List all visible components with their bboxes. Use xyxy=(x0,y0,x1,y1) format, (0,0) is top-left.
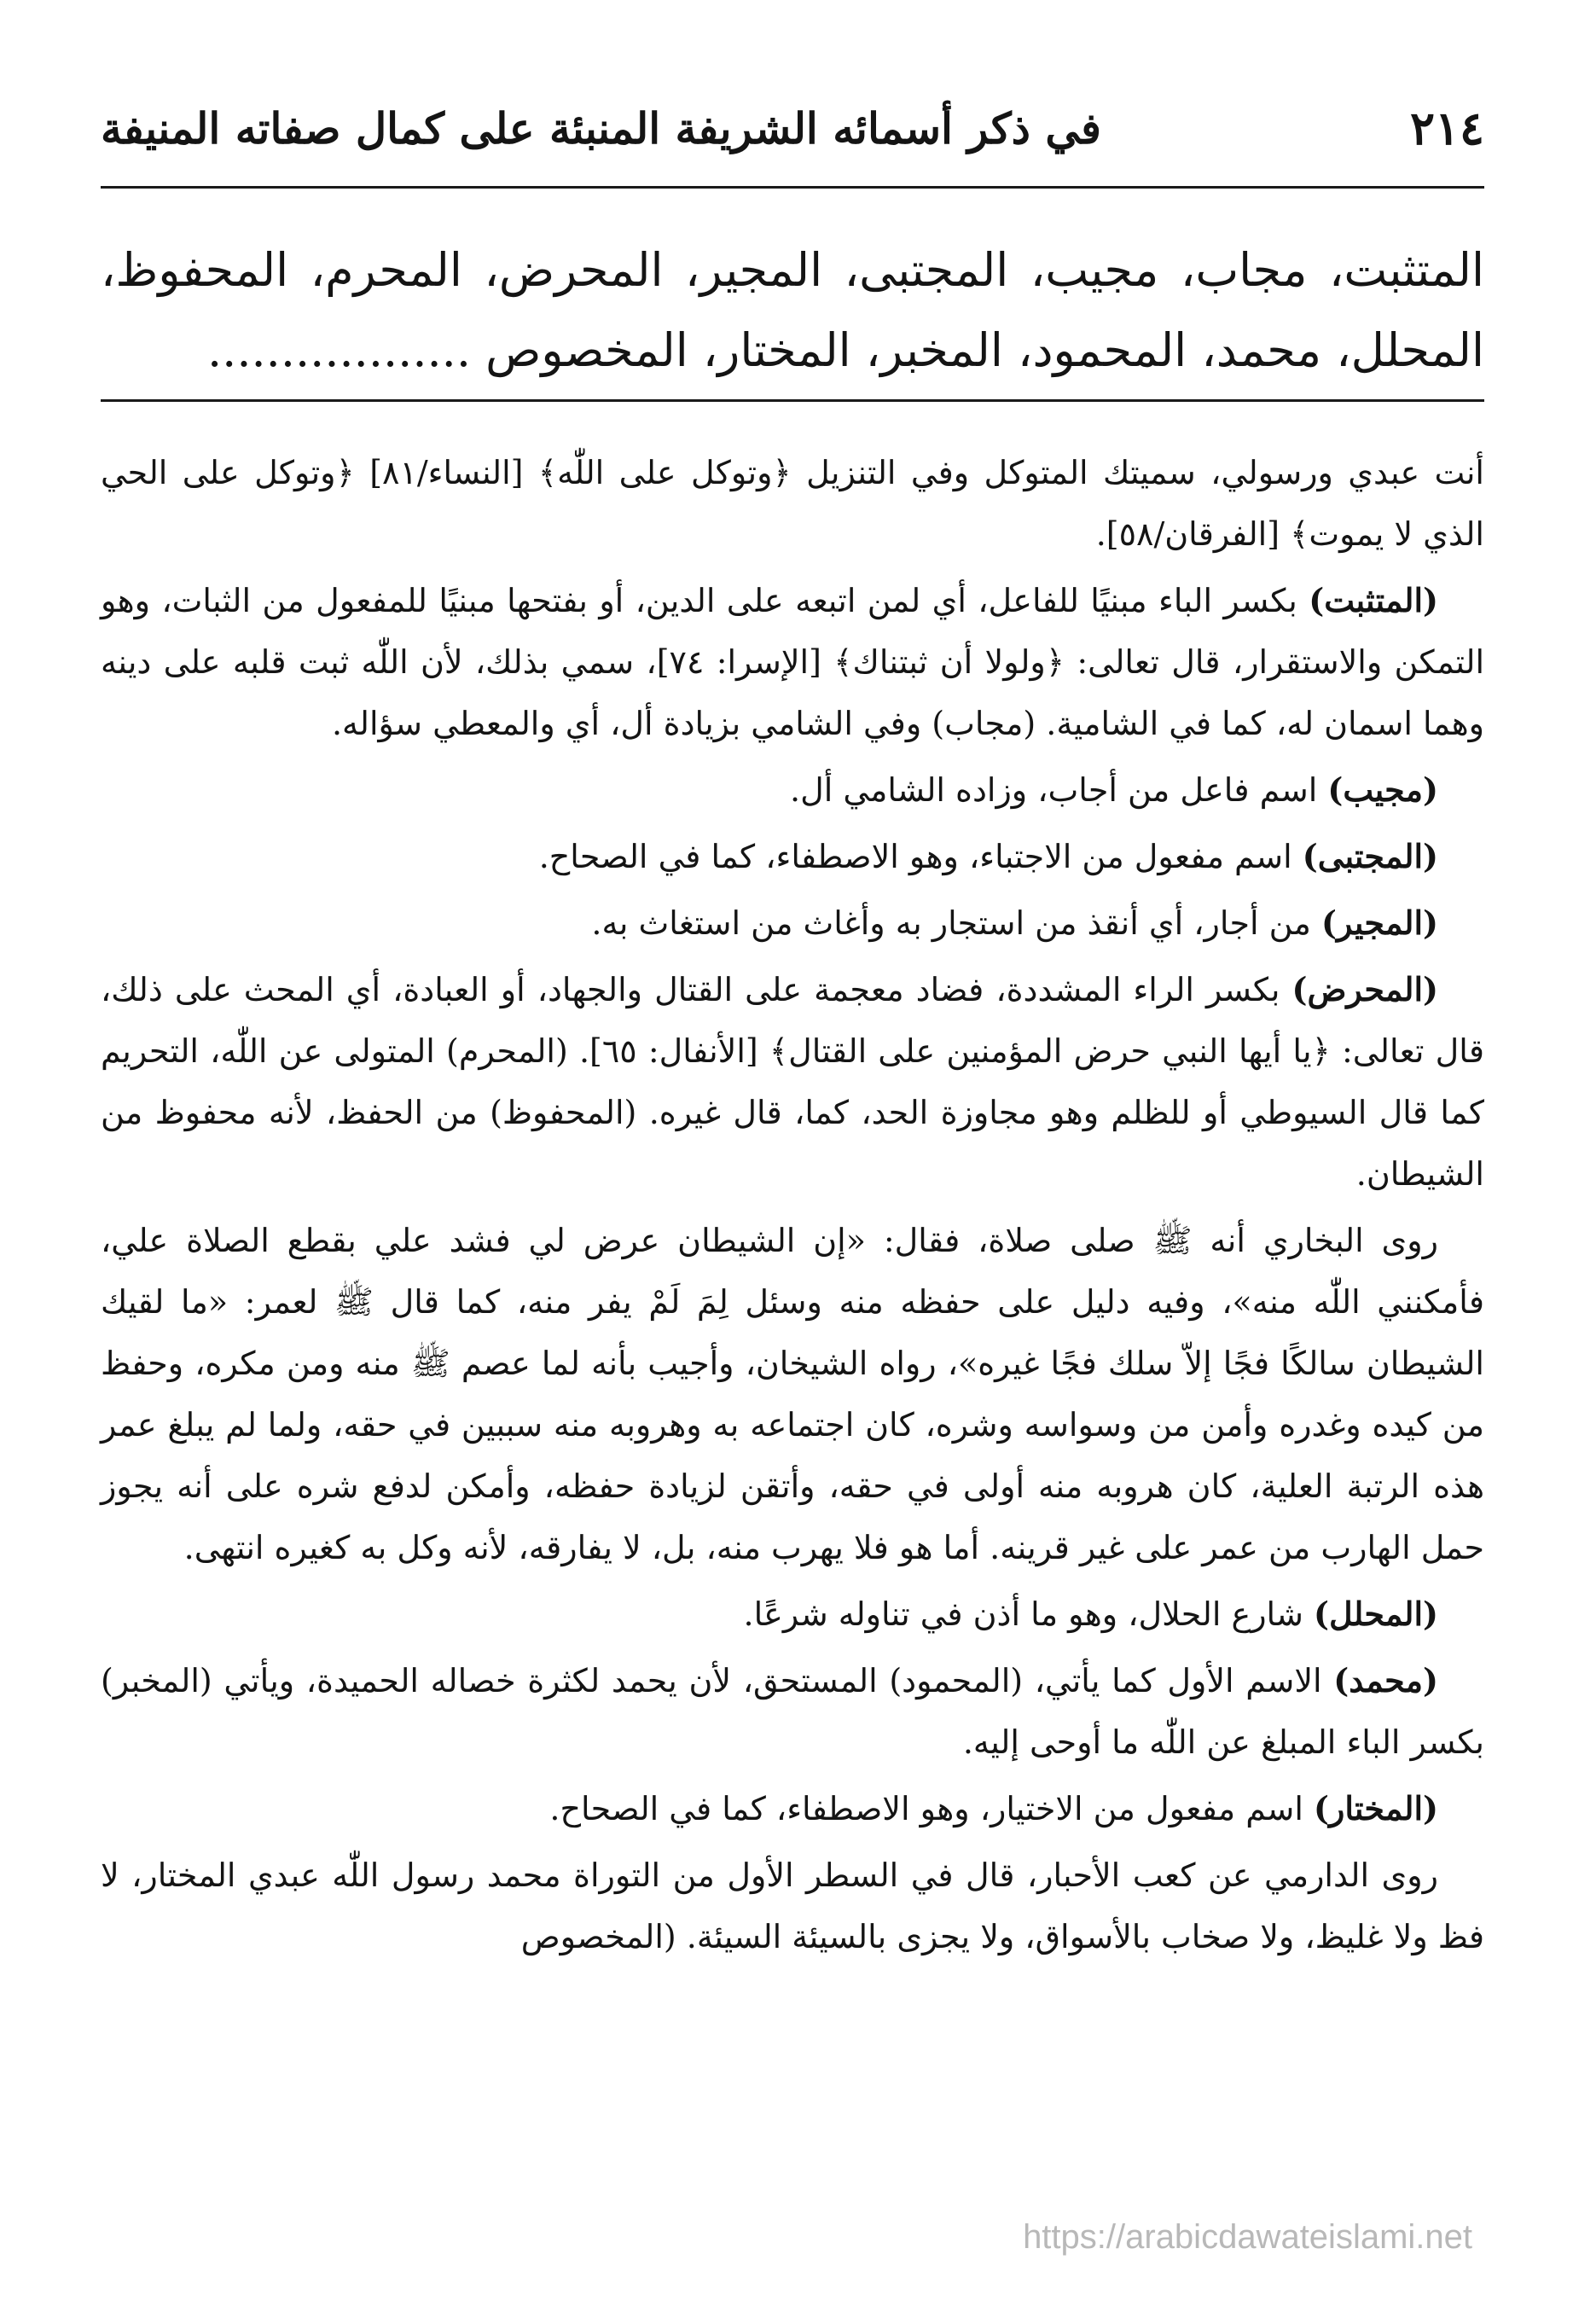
paragraph-text: اسم مفعول من الاجتباء، وهو الاصطفاء، كما في الصحاح. xyxy=(538,838,1303,875)
entry-term: (المجير) xyxy=(1321,903,1438,942)
page-number: ٢١٤ xyxy=(1409,101,1484,155)
paragraph xyxy=(101,826,1484,887)
paragraph xyxy=(101,442,1484,565)
paragraph-text: روى البخاري أنه ﷺ صلى صلاة، فقال: «إن الشيطان عرض لي فشد علي بقطع الصلاة علي، فأمكنني اللّٰه منه»، وفيه دليل على حفظه منه وسئل لِمَ لَمْ يفر منه، كما قال ﷺ لعمر: «ما لقيك الشيطان سالكًا فجًا إلاّ سلك فجًا غيره»، رواه الشيخان، وأجيب بأنه لما عصم ﷺ منه ومن مكره، وحفظ من كيده وغدره وأمن من وسواسه وشره، كان اجتماعه به وهروبه منه سببين في حقه، ولما لم يبلغ عمر هذه الرتبة العلية، كان هروبه منه أولى في حقه، وأتقن لزيادة حفظه، وأمكن لدفع شره على أنه يجوز حمل الهارب من عمر على غير قرينه. أما هو فلا يهرب منه، بل، لا يفارقه، لأنه وكل به كغيره انتهى. xyxy=(101,1222,1484,1566)
header-divider xyxy=(101,186,1484,189)
commentary-body xyxy=(101,442,1484,1972)
paragraph xyxy=(101,759,1484,821)
entry-term: (المتثبت) xyxy=(1309,581,1438,619)
paragraph xyxy=(101,570,1484,754)
entry-term: (محمد) xyxy=(1333,1661,1438,1699)
page-header xyxy=(101,92,1484,164)
paragraph xyxy=(101,1210,1484,1578)
paragraph-text: بكسر الباء مبنيًا للفاعل، أي لمن اتبعه على الدين، أو بفتحها مبنيًا للمفعول من الثبات، وهو التمكن والاستقرار، قال تعالى: ﴿ولولا أن ثبتناك﴾ [الإسرا: ٧٤]، سمي بذلك، لأن اللّٰه ثبت قلبه على دينه وهما اسمان له، كما في الشامية. (مجاب) وفي الشامي بزيادة أل، أي والمعطي سؤاله. xyxy=(101,582,1484,742)
paragraph xyxy=(101,1583,1484,1645)
paragraph-text: اسم مفعول من الاختيار، وهو الاصطفاء، كما في الصحاح. xyxy=(549,1790,1314,1827)
paragraph-text: اسم فاعل من أجاب، وزاده الشامي أل. xyxy=(790,771,1328,809)
paragraph-text: بكسر الراء المشددة، فضاد معجمة على القتال والجهاد، أو العبادة، أي المحث على ذلك، قال تعالى: ﴿يا أيها النبي حرض المؤمنين على القتال﴾ [الأنفال: ٦٥]. (المحرم) المتولى عن اللّٰه، التحريم كما قال السيوطي أو للظلم وهو مجاوزة الحد، كما، قال غيره. (المحفوظ) من الحفظ، لأنه محفوظ من الشيطان. xyxy=(101,971,1484,1193)
entry-term: (المختار) xyxy=(1314,1789,1438,1827)
paragraph-text: أنت عبدي ورسولي، سميتك المتوكل وفي التنزيل ﴿وتوكل على اللّٰه﴾ [النساء/٨١] ﴿وتوكل على الحي الذي لا يموت﴾ [الفرقان/٥٨]. xyxy=(101,454,1484,553)
names-list: المتثبت، مجاب، مجيب، المجتبى، المجير، المحرض، المحرم، المحفوظ، المحلل، محمد، المحمود، المخبر، المختار، المخصوص .................. xyxy=(101,243,1484,377)
paragraph-text: روى الدارمي عن كعب الأحبار، قال في السطر الأول من التوراة محمد رسول اللّٰه عبدي المختار، لا فظ ولا غليظ، ولا صخاب بالأسواق، ولا يجزى بالسيئة السيئة. (المخصوص xyxy=(101,1856,1484,1955)
entry-term: (مجيب) xyxy=(1327,770,1438,809)
paragraph-text: شارع الحلال، وهو ما أذن في تناوله شرعًا. xyxy=(743,1595,1315,1633)
paragraph xyxy=(101,959,1484,1205)
watermark-url: https://arabicdawateislami.net xyxy=(1023,2218,1472,2256)
paragraph-text: من أجار، أي أنقذ من استجار به وأغاث من استغاث به. xyxy=(591,904,1321,942)
paragraph xyxy=(101,1778,1484,1839)
paragraph xyxy=(101,892,1484,954)
running-title: في ذكر أسمائه الشريفة المنبئة على كمال صفاته المنيفة xyxy=(101,102,1101,154)
paragraph-text: الاسم الأول كما يأتي، (المحمود) المستحق، لأن يحمد لكثرة خصاله الحميدة، ويأتي (المخبر) بكسر الباء المبلغ عن اللّٰه ما أوحى إليه. xyxy=(101,1662,1484,1761)
entry-term: (المحرض) xyxy=(1291,970,1438,1008)
entry-term: (المجتبى) xyxy=(1302,837,1438,875)
entry-term: (المحلل) xyxy=(1314,1595,1438,1633)
paragraph xyxy=(101,1650,1484,1773)
section-divider xyxy=(101,399,1484,402)
paragraph xyxy=(101,1845,1484,1967)
